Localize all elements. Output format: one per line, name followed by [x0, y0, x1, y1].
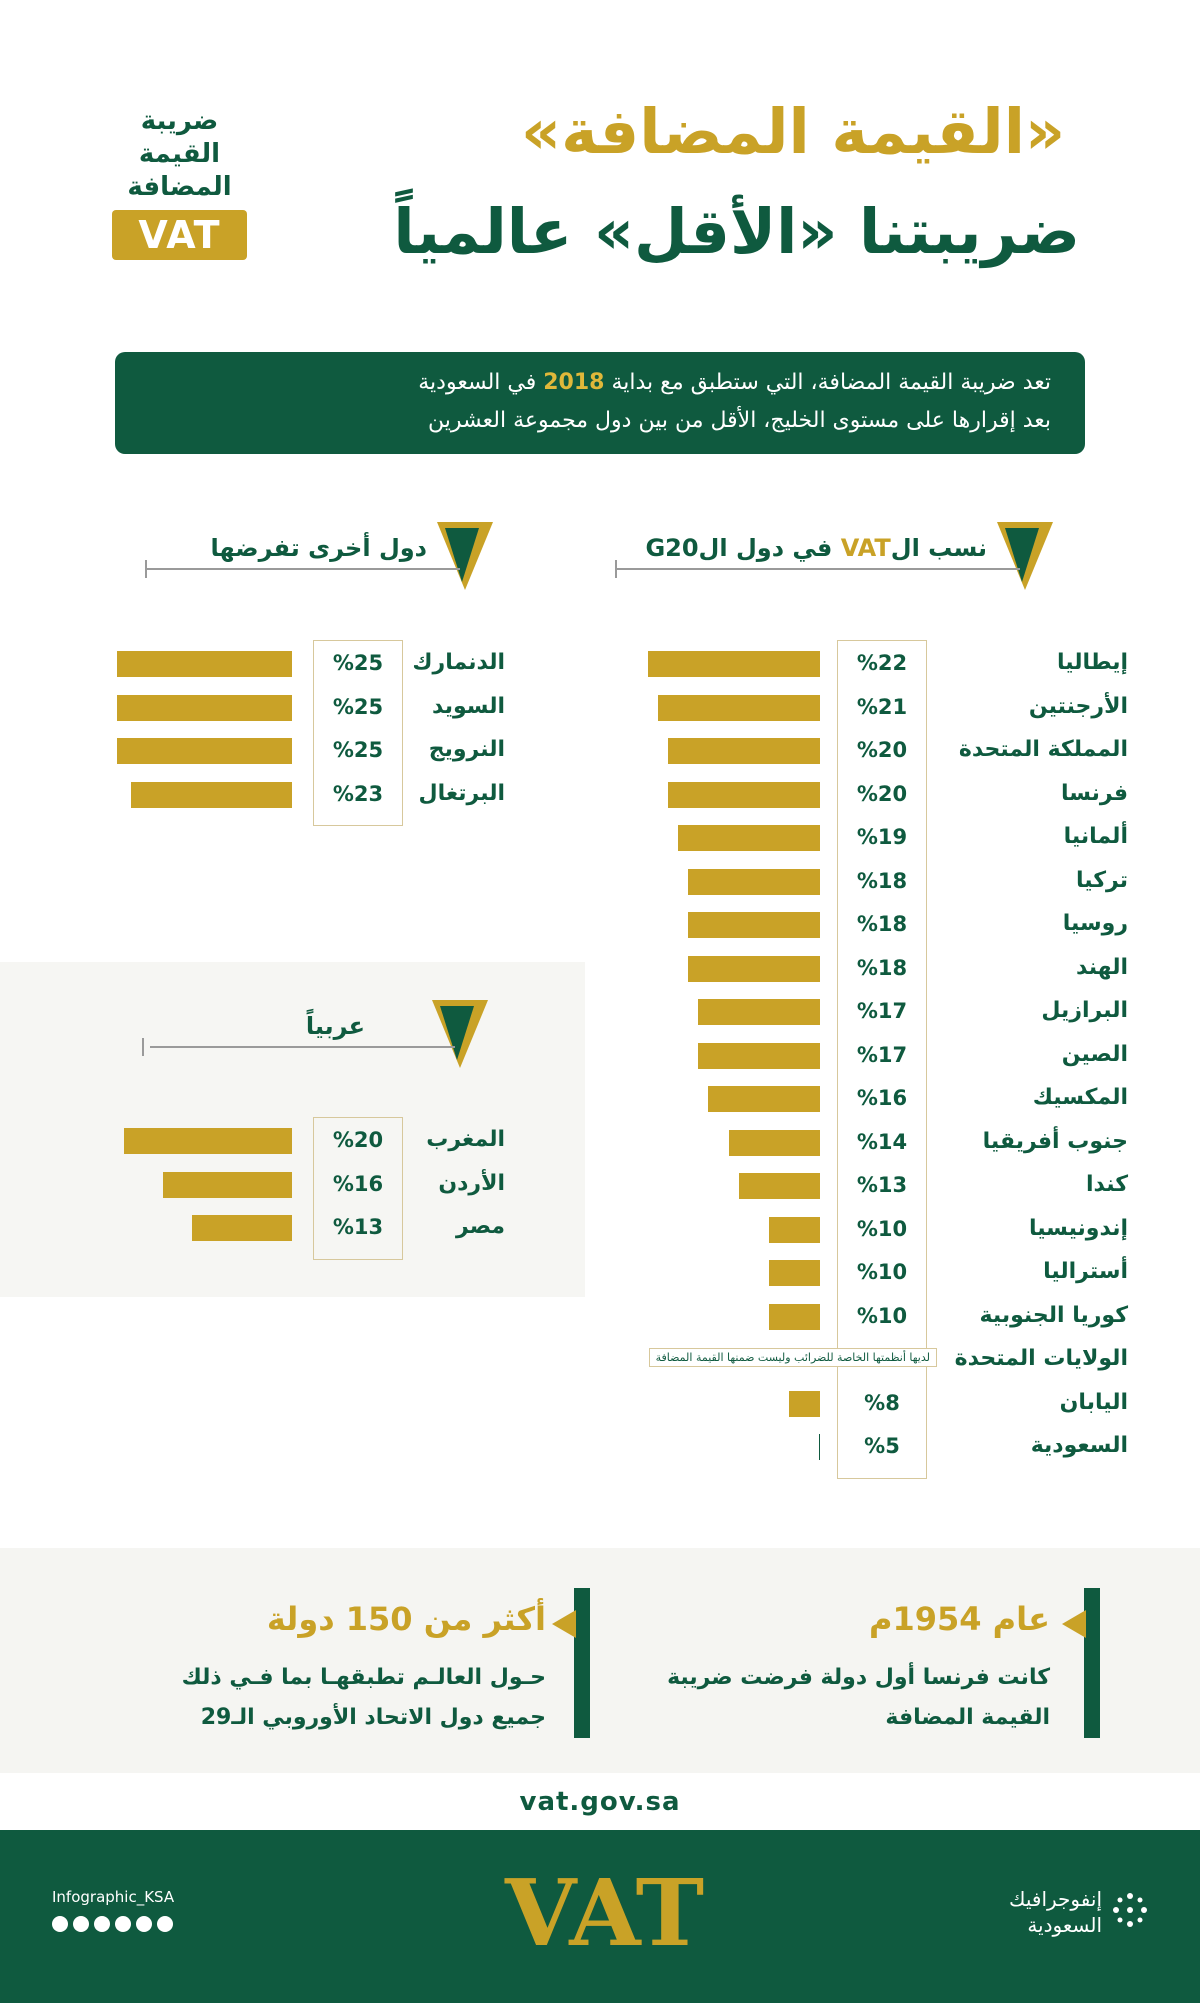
country-label: المملكة المتحدة: [958, 737, 1128, 762]
pct-label: %25: [332, 651, 384, 675]
country-label: الأرجنتين: [1028, 693, 1128, 719]
chart-row: [0, 996, 1200, 1028]
chart-row: [0, 1388, 1200, 1420]
fact-1954: [640, 1588, 1100, 1748]
chart-row: [0, 909, 1200, 941]
pct-label: %13: [332, 1215, 384, 1239]
facts-panel: [0, 1548, 1200, 1773]
brand-dots-icon: [1112, 1892, 1148, 1928]
country-label: السويد: [432, 693, 505, 719]
country-label: ألمانيا: [1063, 824, 1128, 849]
country-label: مصر: [456, 1214, 505, 1239]
pct-label: %17: [856, 1042, 908, 1067]
country-label: الولايات المتحدة: [954, 1346, 1128, 1371]
fact-1954-line1: كانت فرنسا أول دولة فرضت ضريبة: [667, 1665, 1050, 1690]
chart-row: [0, 1431, 1200, 1463]
country-label: فرنسا: [1061, 780, 1128, 806]
g20-rule: [615, 568, 1020, 570]
title-line1: «القيمة المضافة»: [521, 95, 1065, 168]
chart-row: [0, 779, 1200, 811]
vat-bar: [698, 999, 820, 1025]
chart-row: [0, 648, 1200, 680]
others-rule-tick: [145, 560, 147, 578]
pct-label: %21: [856, 694, 908, 719]
brand-name: [1009, 1886, 1102, 1938]
flag-icon: [1062, 1610, 1086, 1638]
chart-row: [0, 1212, 1200, 1244]
vat-bar: [688, 869, 820, 895]
pct-label: %10: [856, 1303, 908, 1328]
vat-bar: [678, 825, 820, 851]
brand-line1: إنفوجرافيك: [1009, 1887, 1102, 1911]
pct-label: %19: [856, 825, 908, 849]
badge-line3: المضافة: [127, 172, 232, 202]
pct-label: %18: [856, 912, 908, 936]
others-section-title: دول أخرى تفرضها: [210, 534, 427, 562]
country-label: اليابان: [1059, 1389, 1128, 1415]
country-label: إيطاليا: [1057, 650, 1128, 675]
country-label: جنوب أفريقيا: [982, 1128, 1128, 1154]
g20-title-b: في دول الG20: [645, 534, 841, 562]
pct-label: %14: [856, 1129, 908, 1154]
chart-row: [0, 866, 1200, 898]
pct-label: %17: [856, 999, 908, 1023]
flag-icon: [552, 1610, 576, 1638]
pct-label: %18: [856, 955, 908, 980]
country-label: النرويج: [428, 737, 505, 762]
chart-row: [0, 735, 1200, 767]
fact-1954-title: عام 1954م: [869, 1600, 1050, 1638]
others-rule: [145, 568, 460, 570]
country-label: أستراليا: [1043, 1259, 1128, 1284]
g20-rule-tick: [615, 560, 617, 578]
us-note: لديها أنظمتها الخاصة للضرائب وليست ضمنها القيمة المضافة: [649, 1348, 937, 1367]
fact-150-line1: حـول العالـم تطبقهـا بما فـي ذلك: [181, 1665, 546, 1690]
chart-row: [0, 1301, 1200, 1333]
g20-section-header: [605, 520, 1055, 600]
fact-1954-line2: القيمة المضافة: [885, 1705, 1050, 1730]
instagram-icon[interactable]: [73, 1916, 89, 1932]
pct-label: %22: [856, 651, 908, 675]
pct-label: %5: [864, 1434, 900, 1458]
vat-bar: [117, 651, 292, 677]
pct-label: %25: [332, 738, 384, 762]
g20-title-a: نسب ال: [890, 534, 987, 562]
twitter-icon[interactable]: [52, 1916, 68, 1932]
country-label: السعودية: [1030, 1433, 1128, 1458]
pct-label: %10: [856, 1260, 908, 1284]
pct-label: %10: [856, 1216, 908, 1241]
footer-vat-logo: VAT: [505, 1859, 705, 1967]
vat-bar: [117, 738, 292, 764]
country-label: روسيا: [1062, 911, 1128, 936]
chart-row: [0, 1169, 1200, 1201]
country-label: المكسيك: [1032, 1085, 1128, 1110]
vat-badge-logo: [112, 105, 247, 280]
youtube-icon[interactable]: [94, 1916, 110, 1932]
footer: [0, 1830, 1200, 2003]
country-label: البرازيل: [1041, 998, 1128, 1023]
snapchat-icon[interactable]: [115, 1916, 131, 1932]
pct-label: %25: [332, 694, 384, 719]
chart-row: [0, 1040, 1200, 1072]
triangle-marker-icon: [995, 520, 1055, 592]
chart-row: [0, 1257, 1200, 1289]
pct-label: %20: [332, 1128, 384, 1152]
badge-line2: القيمة: [138, 139, 221, 169]
vat-bar: [124, 1128, 292, 1154]
vat-bar: [708, 1086, 820, 1112]
intro-line1: [149, 364, 1051, 402]
intro-line1-b: في السعودية: [418, 370, 544, 395]
intro-line1-a: تعد ضريبة القيمة المضافة، التي ستطبق مع بداية: [604, 370, 1051, 395]
fact-150-text: [182, 1658, 546, 1738]
triangle-marker-icon: [435, 520, 495, 592]
fact-150-title: أكثر من 150 دولة: [266, 1600, 546, 1638]
vat-bar: [131, 782, 292, 808]
telegram-icon[interactable]: [157, 1916, 173, 1932]
vat-bar: [698, 1043, 820, 1069]
chart-row: [0, 953, 1200, 985]
arab-section-title: عربياً: [305, 1012, 365, 1040]
chart-row: [0, 1344, 1200, 1376]
vat-bar: [819, 1434, 820, 1460]
pct-label: %8: [864, 1390, 900, 1415]
country-label: البرتغال: [418, 780, 505, 806]
vat-bar: [789, 1391, 820, 1417]
g20-section-title: [645, 534, 987, 562]
fact-150-line2: جميع دول الاتحاد الأوروبي الـ29: [200, 1705, 546, 1730]
pct-label: %16: [856, 1086, 908, 1110]
pct-label: %20: [856, 781, 908, 806]
country-label: المغرب: [426, 1127, 505, 1152]
website-link[interactable]: vat.gov.sa: [519, 1787, 681, 1817]
brand-line2: السعودية: [1027, 1913, 1102, 1937]
intro-year: 2018: [543, 370, 605, 395]
vat-bar: [769, 1260, 820, 1286]
pct-label: %16: [332, 1171, 384, 1196]
intro-line2: بعد إقرارها على مستوى الخليج، الأقل من بين دول مجموعة العشرين: [428, 408, 1051, 433]
country-label: كندا: [1085, 1172, 1128, 1197]
country-label: تركيا: [1076, 867, 1128, 893]
country-label: الصين: [1061, 1041, 1128, 1067]
g20-title-vat: VAT: [840, 534, 891, 562]
chart-row: [0, 1083, 1200, 1115]
chart-row: [0, 692, 1200, 724]
country-label: إندونيسيا: [1028, 1215, 1128, 1241]
country-label: الهند: [1075, 954, 1128, 980]
fact-150-countries: [170, 1588, 590, 1748]
vat-bar: [192, 1215, 292, 1241]
pct-label: %13: [856, 1173, 908, 1197]
flag-pole: [1084, 1588, 1100, 1738]
flag-pole: [574, 1588, 590, 1738]
vat-bar: [769, 1304, 820, 1330]
title-line2: ضريبتنا «الأقل» عالمياً: [393, 195, 1080, 268]
pct-label: %18: [856, 868, 908, 893]
country-label: الأردن: [438, 1170, 505, 1196]
vat-bar: [117, 695, 292, 721]
facebook-icon[interactable]: [136, 1916, 152, 1932]
social-handle[interactable]: Infographic_KSA: [52, 1888, 175, 1906]
vat-bar: [688, 956, 820, 982]
badge-line1: ضريبة: [140, 106, 219, 136]
badge-vat: VAT: [112, 210, 247, 260]
pct-label: %20: [856, 738, 908, 762]
country-label: الدنمارك: [412, 650, 505, 675]
others-section-header: [135, 520, 495, 600]
social-icons: [52, 1916, 178, 1936]
intro-box: [115, 352, 1085, 454]
fact-1954-text: [667, 1658, 1050, 1738]
chart-row: [0, 1125, 1200, 1157]
vat-bar: [688, 912, 820, 938]
chart-row: [0, 822, 1200, 854]
country-label: كوريا الجنوبية: [979, 1302, 1128, 1328]
vat-bar: [163, 1172, 292, 1198]
pct-label: %23: [332, 781, 384, 806]
